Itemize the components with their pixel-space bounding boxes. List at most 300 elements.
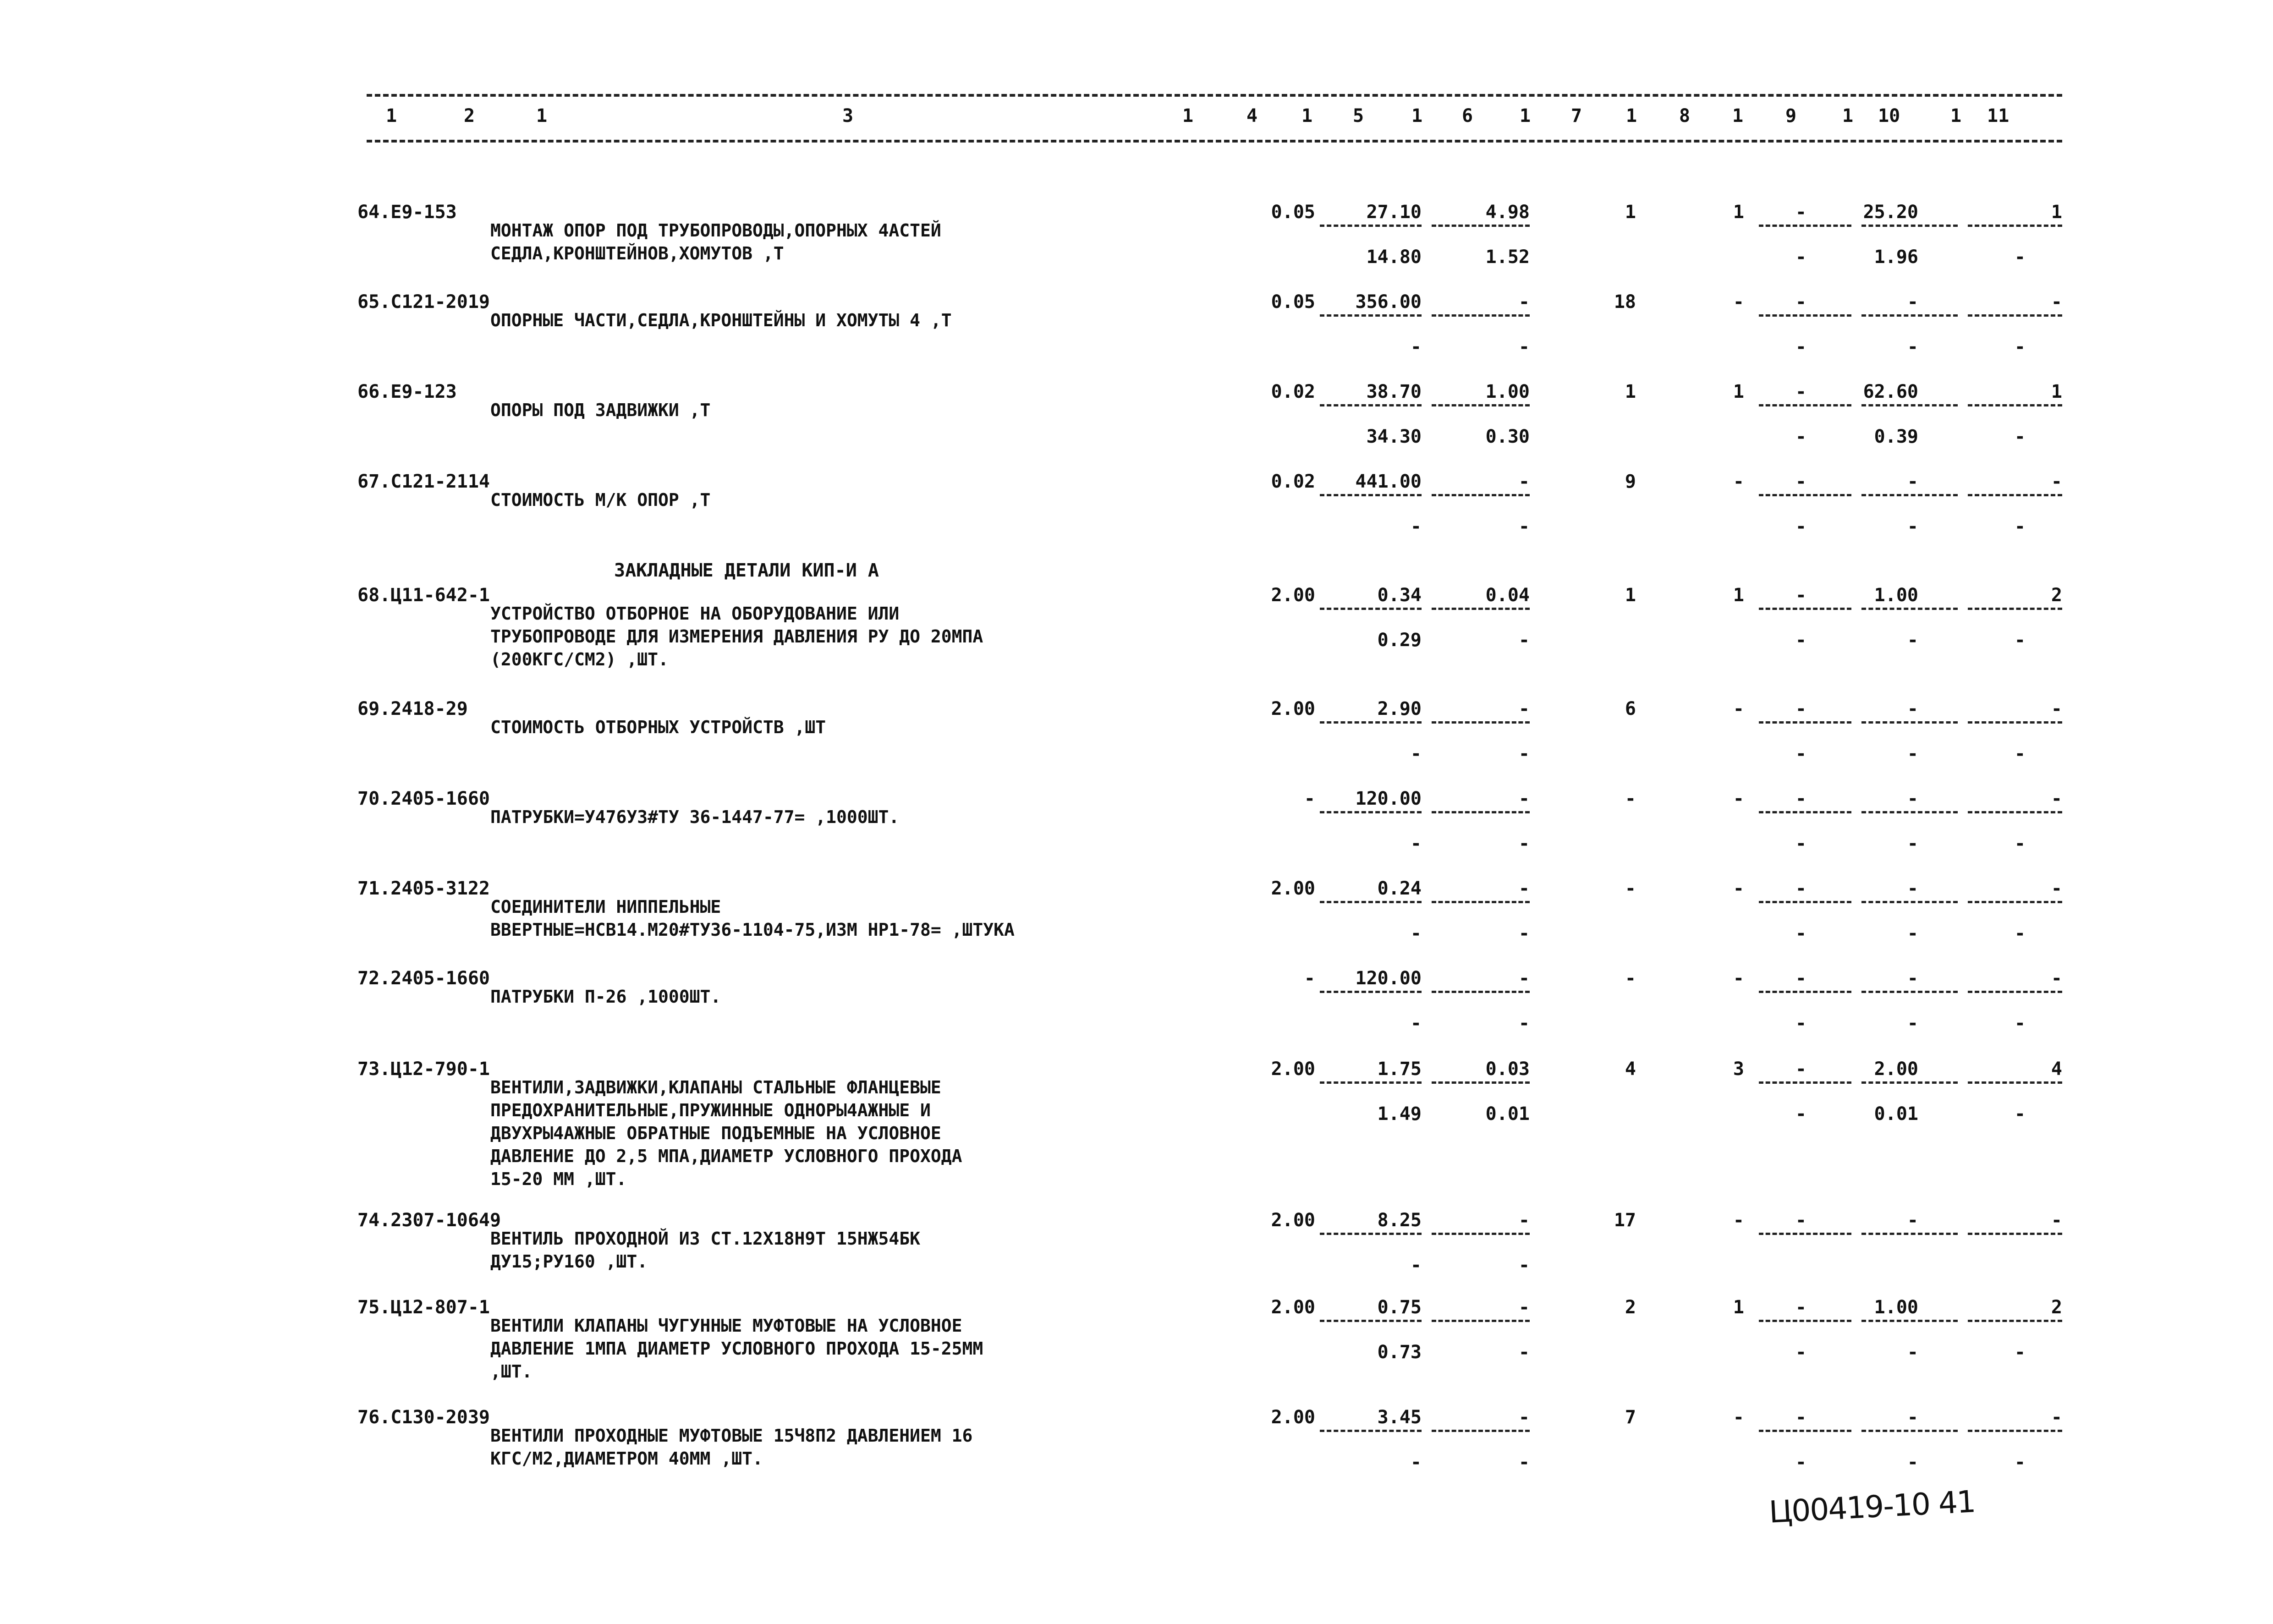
item-description (490, 806, 899, 828)
description-line: ДВУХРЫ4АЖНЫЕ ОБРАТНЫЕ ПОДЪЕМНЫЕ НА УСЛОВНОЕ (490, 1123, 941, 1143)
cell-c10b: 0.39 (1874, 426, 1918, 447)
cell-c4: - (1304, 788, 1315, 809)
cell-c5: 27.10 (1366, 202, 1422, 223)
cell-c9: - (1795, 202, 1806, 223)
cell-c6b: 0.01 (1485, 1103, 1530, 1125)
cell-c11b: - (2014, 516, 2026, 537)
cell-c9b: - (1795, 833, 1806, 854)
underline-rule (1968, 811, 2062, 813)
description-line: ВВЕРТНЫЕ=НСВ14.М20#ТУ36-1104-75,ИЗМ НР1-78= ,ШТУКА (490, 920, 1015, 940)
cell-c9: - (1795, 1407, 1806, 1428)
col-header-5: 5 (1353, 105, 1364, 126)
cell-c6b: 1.52 (1485, 247, 1530, 268)
item-code: 69.2418-29 (357, 698, 468, 719)
underline-rule (1968, 314, 2062, 317)
underline-rule (1861, 901, 1958, 903)
underline-rule (1759, 608, 1851, 610)
underline-rule (1861, 1430, 1958, 1432)
cell-c10: 62.60 (1863, 381, 1918, 402)
cell-c4: 2.00 (1271, 698, 1315, 719)
cell-c4: 2.00 (1271, 1210, 1315, 1231)
underline-rule (1968, 1430, 2062, 1432)
col-sep: 1 (1520, 105, 1531, 126)
underline-rule (1320, 1081, 1422, 1084)
underline-rule (1320, 811, 1422, 813)
cell-c9: - (1795, 1297, 1806, 1318)
cell-c9b: - (1795, 1452, 1806, 1473)
underline-rule (1759, 901, 1851, 903)
description-line: ОПОРЫ ПОД ЗАДВИЖКИ ,Т (490, 400, 711, 420)
cell-c9b: - (1795, 630, 1806, 651)
description-line: ОПОРНЫЕ ЧАСТИ,СЕДЛА,КРОНШТЕЙНЫ И ХОМУТЫ 4 ,Т (490, 310, 952, 330)
underline-rule (1861, 404, 1958, 406)
underline-rule (1432, 225, 1530, 227)
cell-c8: - (1733, 291, 1744, 313)
cell-c4: 2.00 (1271, 585, 1315, 606)
item-description (490, 985, 721, 1008)
cell-c11: 2 (2051, 1297, 2062, 1318)
underline-rule (1432, 1081, 1530, 1084)
cell-c7: 1 (1625, 202, 1636, 223)
description-line: СТОИМОСТЬ М/К ОПОР ,Т (490, 490, 711, 510)
cell-c9b: - (1795, 1342, 1806, 1363)
underline-rule (1861, 494, 1958, 496)
underline-rule (1968, 1320, 2062, 1322)
cell-c6: 4.98 (1485, 202, 1530, 223)
cell-c7: 1 (1625, 585, 1636, 606)
cell-c5: 1.75 (1377, 1059, 1422, 1080)
cell-c11b: - (2014, 1103, 2026, 1125)
item-description (490, 1314, 983, 1383)
cell-c10b: - (1907, 630, 1918, 651)
cell-c11: - (2051, 471, 2062, 492)
underline-rule (1759, 1320, 1851, 1322)
cell-c7: 18 (1614, 291, 1636, 313)
cell-c7: 17 (1614, 1210, 1636, 1231)
cell-c10b: - (1907, 516, 1918, 537)
col-header-11: 11 (1987, 105, 2009, 126)
item-code: 70.2405-1660 (357, 788, 490, 809)
cell-c6: 0.03 (1485, 1059, 1530, 1080)
underline-rule (1432, 1430, 1530, 1432)
underline-rule (1320, 1320, 1422, 1322)
underline-rule (1432, 494, 1530, 496)
description-line: ПАТРУБКИ П-26 ,1000ШТ. (490, 987, 721, 1007)
cell-c10b: - (1907, 743, 1918, 764)
cell-c5b: - (1410, 1255, 1422, 1276)
underline-rule (1320, 1430, 1422, 1432)
cell-c10b: 1.96 (1874, 247, 1918, 268)
cell-c9b: - (1795, 426, 1806, 447)
underline-rule (1968, 608, 2062, 610)
underline-rule (1432, 1320, 1530, 1322)
description-line: УСТРОЙСТВО ОТБОРНОЕ НА ОБОРУДОВАНИЕ ИЛИ (490, 604, 900, 624)
cell-c6: 1.00 (1485, 381, 1530, 402)
underline-rule (1968, 1081, 2062, 1084)
underline-rule (1320, 991, 1422, 993)
item-description (490, 1424, 972, 1470)
cell-c10: - (1907, 1407, 1918, 1428)
cell-c11: - (2051, 291, 2062, 313)
cell-c4: 2.00 (1271, 1297, 1315, 1318)
description-line: МОНТАЖ ОПОР ПОД ТРУБОПРОВОДЫ,ОПОРНЫХ 4АСТЕЙ (490, 220, 941, 241)
cell-c9: - (1795, 381, 1806, 402)
underline-rule (1861, 721, 1958, 724)
cell-c7: 1 (1625, 381, 1636, 402)
underline-rule (1432, 991, 1530, 993)
cell-c11b: - (2014, 426, 2026, 447)
cell-c5: 120.00 (1355, 788, 1422, 809)
cell-c4: 2.00 (1271, 878, 1315, 899)
item-code: 72.2405-1660 (357, 968, 490, 989)
cell-c8: - (1733, 698, 1744, 719)
cell-c11b: - (2014, 743, 2026, 764)
cell-c5b: 0.73 (1377, 1342, 1422, 1363)
underline-rule (1432, 314, 1530, 317)
cell-c5b: - (1410, 923, 1422, 944)
col-sep: 1 (1182, 105, 1194, 126)
description-line: ВЕНТИЛЬ ПРОХОДНОЙ ИЗ СТ.12Х18Н9Т 15НЖ54БК (490, 1229, 920, 1249)
underline-rule (1320, 494, 1422, 496)
cell-c6: - (1518, 1210, 1530, 1231)
item-code: 76.C130-2039 (357, 1407, 490, 1428)
cell-c9b: - (1795, 516, 1806, 537)
description-line: ,ШТ. (490, 1361, 533, 1382)
cell-c6: - (1518, 471, 1530, 492)
description-line: ДАВЛЕНИЕ ДО 2,5 МПА,ДИАМЕТР УСЛОВНОГО ПРОХОДА (490, 1146, 962, 1166)
cell-c8: - (1733, 968, 1744, 989)
cell-c7: 7 (1625, 1407, 1636, 1428)
col-header-6: 6 (1462, 105, 1473, 126)
underline-rule (1432, 404, 1530, 406)
cell-c10: - (1907, 1210, 1918, 1231)
description-line: ДУ15;РУ160 ,ШТ. (490, 1251, 648, 1272)
cell-c4: 2.00 (1271, 1059, 1315, 1080)
underline-rule (1861, 225, 1958, 227)
cell-c6: 0.04 (1485, 585, 1530, 606)
cell-c5: 120.00 (1355, 968, 1422, 989)
col-sep: 1 (1950, 105, 1962, 126)
underline-rule (1968, 1233, 2062, 1235)
col-header-8: 8 (1679, 105, 1691, 126)
underline-rule (1759, 314, 1851, 317)
sheet-stamp: Ц00419-10 41 (1768, 1484, 1976, 1530)
cell-c4: 0.05 (1271, 291, 1315, 313)
cell-c11: - (2051, 878, 2062, 899)
underline-rule (1320, 901, 1422, 903)
col-sep: 1 (536, 105, 548, 126)
cell-c9b: - (1795, 923, 1806, 944)
underline-rule (1861, 314, 1958, 317)
underline-rule (1861, 1320, 1958, 1322)
underline-rule (1968, 991, 2062, 993)
underline-rule (1759, 1233, 1851, 1235)
cell-c5b: - (1410, 743, 1422, 764)
item-description (490, 219, 941, 265)
cell-c6: - (1518, 291, 1530, 313)
underline-rule (1759, 991, 1851, 993)
underline-rule (1968, 225, 2062, 227)
cell-c9b: - (1795, 743, 1806, 764)
cell-c10: - (1907, 968, 1918, 989)
cell-c5b: - (1410, 833, 1422, 854)
description-line: 15-20 ММ ,ШТ. (490, 1169, 627, 1189)
cell-c10: - (1907, 291, 1918, 313)
item-description (490, 716, 826, 739)
item-description (490, 1076, 962, 1191)
underline-rule (1759, 225, 1851, 227)
item-code: 71.2405-3122 (357, 878, 490, 899)
cell-c6: - (1518, 968, 1530, 989)
cell-c6: - (1518, 788, 1530, 809)
underline-rule (1861, 811, 1958, 813)
cell-c5: 356.00 (1355, 291, 1422, 313)
cell-c4: 0.02 (1271, 471, 1315, 492)
cell-c9: - (1795, 471, 1806, 492)
cell-c11: 4 (2051, 1059, 2062, 1080)
cell-c10b: - (1907, 1342, 1918, 1363)
col-sep: 1 (1732, 105, 1744, 126)
cell-c10: 2.00 (1874, 1059, 1918, 1080)
underline-rule (1759, 494, 1851, 496)
cell-c4: 0.02 (1271, 381, 1315, 402)
underline-rule (1759, 1430, 1851, 1432)
underline-rule (1432, 901, 1530, 903)
underline-rule (1968, 901, 2062, 903)
description-line: ТРУБОПРОВОДЕ ДЛЯ ИЗМЕРЕНИЯ ДАВЛЕНИЯ РУ ДО 20МПА (490, 626, 983, 647)
cell-c5b: 1.49 (1377, 1103, 1422, 1125)
cell-c8: 1 (1733, 585, 1744, 606)
cell-c11: - (2051, 788, 2062, 809)
cell-c10b: 0.01 (1874, 1103, 1918, 1125)
cell-c5: 8.25 (1377, 1210, 1422, 1231)
item-code: 68.Ц11-642-1 (357, 585, 490, 606)
col-header-7: 7 (1571, 105, 1582, 126)
item-code: 64.E9-153 (357, 202, 457, 223)
cell-c10b: - (1907, 923, 1918, 944)
underline-rule (1432, 721, 1530, 724)
item-code: 65.C121-2019 (357, 291, 490, 313)
cell-c11: - (2051, 698, 2062, 719)
cell-c8: 1 (1733, 1297, 1744, 1318)
cell-c7: 2 (1625, 1297, 1636, 1318)
cell-c6b: - (1518, 743, 1530, 764)
cell-c8: 3 (1733, 1059, 1744, 1080)
cell-c5b: 0.29 (1377, 630, 1422, 651)
cell-c4: 2.00 (1271, 1407, 1315, 1428)
col-header-10: 10 (1878, 105, 1900, 126)
cell-c6b: - (1518, 1452, 1530, 1473)
col-sep: 1 (386, 105, 397, 126)
underline-rule (1861, 608, 1958, 610)
item-description (490, 309, 952, 332)
col-sep: 1 (1626, 105, 1637, 126)
col-header-4: 4 (1246, 105, 1258, 126)
item-code: 75.Ц12-807-1 (357, 1297, 490, 1318)
item-description (490, 488, 710, 511)
header-bottom-rule (367, 140, 2062, 143)
underline-rule (1320, 404, 1422, 406)
cell-c10: 1.00 (1874, 585, 1918, 606)
cell-c11: - (2051, 1210, 2062, 1231)
underline-rule (1320, 225, 1422, 227)
underline-rule (1320, 314, 1422, 317)
cell-c7: 4 (1625, 1059, 1636, 1080)
cell-c6b: - (1518, 630, 1530, 651)
item-description (490, 1227, 920, 1273)
underline-rule (1320, 721, 1422, 724)
underline-rule (1861, 991, 1958, 993)
cell-c7: - (1625, 878, 1636, 899)
item-code: 74.2307-10649 (357, 1210, 501, 1231)
cell-c6: - (1518, 698, 1530, 719)
cell-c5: 2.90 (1377, 698, 1422, 719)
underline-rule (1432, 811, 1530, 813)
underline-rule (1759, 811, 1851, 813)
cell-c6: - (1518, 1297, 1530, 1318)
cell-c9: - (1795, 585, 1806, 606)
cell-c11b: - (2014, 630, 2026, 651)
cell-c8: - (1733, 878, 1744, 899)
cell-c9b: - (1795, 247, 1806, 268)
cell-c11b: - (2014, 336, 2026, 357)
cell-c6: - (1518, 1407, 1530, 1428)
cell-c6b: - (1518, 1013, 1530, 1034)
col-header-2: 2 (464, 105, 475, 126)
description-line: СЕДЛА,КРОНШТЕЙНОВ,ХОМУТОВ ,Т (490, 243, 784, 263)
cell-c6b: - (1518, 516, 1530, 537)
cell-c11: - (2051, 968, 2062, 989)
cell-c9: - (1795, 1059, 1806, 1080)
cell-c5b: - (1410, 1452, 1422, 1473)
cell-c10: - (1907, 788, 1918, 809)
cell-c10: 25.20 (1863, 202, 1918, 223)
cell-c6b: - (1518, 1255, 1530, 1276)
item-code: 73.Ц12-790-1 (357, 1059, 490, 1080)
cell-c8: 1 (1733, 202, 1744, 223)
underline-rule (1759, 404, 1851, 406)
cell-c6: - (1518, 878, 1530, 899)
item-description (490, 895, 1015, 941)
underline-rule (1759, 721, 1851, 724)
underline-rule (1320, 1233, 1422, 1235)
description-line: СТОИМОСТЬ ОТБОРНЫХ УСТРОЙСТВ ,ШТ (490, 717, 826, 737)
header-top-rule (367, 94, 2062, 97)
description-line: ВЕНТИЛИ,ЗАДВИЖКИ,КЛАПАНЫ СТАЛЬНЫЕ ФЛАНЦЕВЫЕ (490, 1077, 941, 1097)
cell-c5b: - (1410, 1013, 1422, 1034)
cell-c10b: - (1907, 833, 1918, 854)
underline-rule (1432, 608, 1530, 610)
cell-c6b: - (1518, 833, 1530, 854)
cell-c5b: 14.80 (1366, 247, 1422, 268)
cell-c11b: - (2014, 923, 2026, 944)
cell-c11b: - (2014, 1013, 2026, 1034)
cell-c5b: - (1410, 336, 1422, 357)
underline-rule (1432, 1233, 1530, 1235)
cell-c5: 0.24 (1377, 878, 1422, 899)
cell-c5: 0.75 (1377, 1297, 1422, 1318)
cell-c7: - (1625, 788, 1636, 809)
cell-c9b: - (1795, 336, 1806, 357)
cell-c4: 0.05 (1271, 202, 1315, 223)
cell-c11b: - (2014, 1452, 2026, 1473)
section-heading: ЗАКЛАДНЫЕ ДЕТАЛИ КИП-И А (614, 560, 879, 581)
cell-c9: - (1795, 1210, 1806, 1231)
cell-c10: - (1907, 471, 1918, 492)
cell-c8: - (1733, 471, 1744, 492)
cell-c9: - (1795, 291, 1806, 313)
cell-c10b: - (1907, 1452, 1918, 1473)
cell-c6b: - (1518, 923, 1530, 944)
underline-rule (1968, 721, 2062, 724)
cell-c9: - (1795, 698, 1806, 719)
underline-rule (1759, 1081, 1851, 1084)
item-description (490, 399, 710, 422)
cell-c6b: 0.30 (1485, 426, 1530, 447)
cell-c11b: - (2014, 247, 2026, 268)
cell-c9b: - (1795, 1103, 1806, 1125)
cell-c5: 38.70 (1366, 381, 1422, 402)
cell-c6b: - (1518, 1342, 1530, 1363)
col-sep: 1 (1411, 105, 1423, 126)
cell-c9: - (1795, 878, 1806, 899)
cell-c10b: - (1907, 336, 1918, 357)
cell-c5: 0.34 (1377, 585, 1422, 606)
item-code: 66.E9-123 (357, 381, 457, 402)
item-code: 67.C121-2114 (357, 471, 490, 492)
cell-c8: - (1733, 1210, 1744, 1231)
description-line: ВЕНТИЛИ ПРОХОДНЫЕ МУФТОВЫЕ 15Ч8П2 ДАВЛЕНИЕМ 16 (490, 1426, 973, 1446)
description-line: КГС/М2,ДИАМЕТРОМ 40ММ ,ШТ. (490, 1448, 763, 1469)
cell-c11b: - (2014, 833, 2026, 854)
col-header-3: 3 (842, 105, 854, 126)
cell-c4: - (1304, 968, 1315, 989)
cell-c9: - (1795, 788, 1806, 809)
cell-c10b: - (1907, 1013, 1918, 1034)
description-line: ВЕНТИЛИ КЛАПАНЫ ЧУГУННЫЕ МУФТОВЫЕ НА УСЛОВНОЕ (490, 1316, 962, 1336)
description-line: (200КГС/СМ2) ,ШТ. (490, 649, 669, 669)
cell-c11: - (2051, 1407, 2062, 1428)
underline-rule (1861, 1233, 1958, 1235)
cell-c10: 1.00 (1874, 1297, 1918, 1318)
cell-c11b: - (2014, 1342, 2026, 1363)
cell-c9b: - (1795, 1013, 1806, 1034)
underline-rule (1320, 608, 1422, 610)
cell-c10: - (1907, 698, 1918, 719)
cell-c7: 6 (1625, 698, 1636, 719)
col-header-9: 9 (1785, 105, 1797, 126)
cell-c8: 1 (1733, 381, 1744, 402)
cell-c5: 3.45 (1377, 1407, 1422, 1428)
cell-c7: 9 (1625, 471, 1636, 492)
cell-c11: 1 (2051, 202, 2062, 223)
cell-c8: - (1733, 1407, 1744, 1428)
cell-c5: 441.00 (1355, 471, 1422, 492)
cell-c5b: 34.30 (1366, 426, 1422, 447)
description-line: ДАВЛЕНИЕ 1МПА ДИАМЕТР УСЛОВНОГО ПРОХОДА 15-25ММ (490, 1339, 983, 1359)
col-sep: 1 (1842, 105, 1854, 126)
description-line: ПАТРУБКИ=У476У3#ТУ 36-1447-77= ,1000ШТ. (490, 807, 900, 827)
cell-c7: - (1625, 968, 1636, 989)
item-description (490, 602, 983, 671)
cell-c11: 2 (2051, 585, 2062, 606)
cell-c5b: - (1410, 516, 1422, 537)
cell-c9: - (1795, 968, 1806, 989)
description-line: СОЕДИНИТЕЛИ НИППЕЛЬНЫЕ (490, 897, 721, 917)
underline-rule (1968, 494, 2062, 496)
underline-rule (1968, 404, 2062, 406)
cell-c8: - (1733, 788, 1744, 809)
